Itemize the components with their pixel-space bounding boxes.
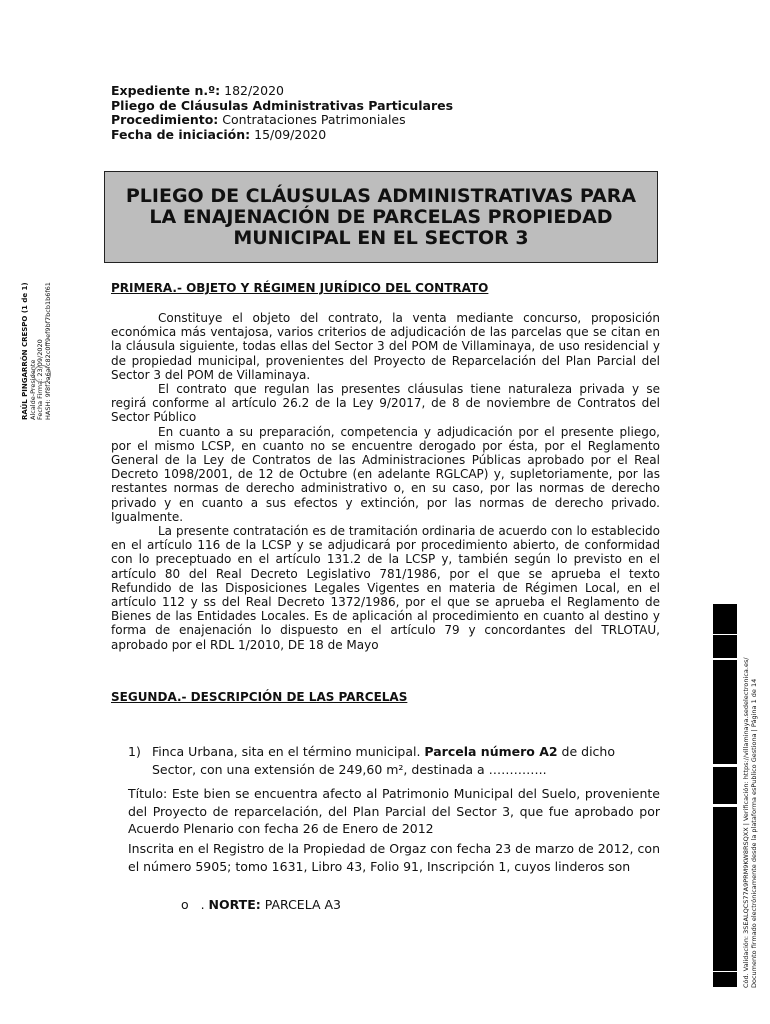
barcode-image <box>713 603 737 987</box>
document-header <box>111 84 453 142</box>
section-primera-body <box>111 311 660 652</box>
document-title: PLIEGO DE CLÁUSULAS ADMINISTRATIVAS PARA LA ENAJENACIÓN DE PARCELAS PROPIEDAD MUNICIPAL EN EL SECTOR 3 <box>125 184 637 249</box>
lindero-bullet <box>181 897 341 912</box>
bullet-mark: o <box>181 897 189 912</box>
procedimiento-label: Procedimiento: <box>111 112 219 127</box>
bullet-value: PARCELA A3 <box>260 897 341 912</box>
pliego-label: Pliego de Cláusulas Administrativas Particulares <box>111 97 454 113</box>
validation-line-1: Cód. Validación: 3SEALQCS77A9PRM9KW8RSQXX | Verificación: https://villaminaya.sedelectronica.es/ <box>742 657 750 988</box>
titulo-paragraph: Título: Este bien se encuentra afecto al Patrimonio Municipal del Suelo, proveniente del Proyecto de reparcelación, del Plan Parcial del Sector 3, que fue aprobado por Acuerdo Plenario con fecha 26 de Enero de 2012 <box>128 786 660 836</box>
validation-line-2: Documento firmado electrónicamente desde la plataforma esPublico Gestiona | Página 1 de 14 <box>750 678 758 988</box>
signer-name: RAÚL PINGARRÓN CRESPO (1 de 1) <box>21 282 29 420</box>
signature-stamp <box>22 180 62 420</box>
inscrita-paragraph: Inscrita en el Registro de la Propiedad de Orgaz con fecha 23 de marzo de 2012, con el número 5905; tomo 1631, Libro 43, Folio 91, Inscripción 1, cuyos linderos son <box>128 841 660 874</box>
expediente-label: Expediente n.º: <box>111 83 221 98</box>
bullet-label: NORTE: <box>208 897 261 912</box>
signer-role: Alcalde-Presidente <box>28 359 37 420</box>
title-box <box>104 171 658 263</box>
item-text-end: de dicho Sector, con una extensión de 249,60 m², destinada a ………….. <box>152 744 615 777</box>
bullet-dot: . <box>200 897 209 912</box>
validation-text <box>742 608 770 988</box>
paragraph: En cuanto a su preparación, competencia y adjudicación por el presente pliego, por el mismo LCSP, en cuanto no se encuentre derogado por ésta, por el Reglamento General de la Ley de Contratos de las Administraciones Públicas aprobado por el Real Decreto 1098/2001, de 12 de Octubre (en adelante RGLCAP) y, supletoriamente, por las restantes normas de derecho administrativo o, en su caso, por las normas de derecho privado y en cuanto a sus efectos y extinción, por las normas de derecho privado. Igualmente. <box>111 424 660 524</box>
item-number: 1) <box>128 744 141 759</box>
parcel-item <box>128 743 660 779</box>
section-primera-heading: PRIMERA.- OBJETO Y RÉGIMEN JURÍDICO DEL CONTRATO <box>111 281 489 295</box>
paragraph: Constituye el objeto del contrato, la venta mediante concurso, proposición económica más ventajosa, varios criterios de adjudicación de las parcelas que se citan en la cláusula siguiente, todas ellas del Sector 3 del POM de Villaminaya, de uso residencial y de propiedad municipal, provenientes del Proyecto de Reparcelación del Plan Parcial del Sector 3 del POM de Villaminaya. <box>111 311 660 382</box>
procedimiento-value: Contrataciones Patrimoniales <box>218 112 406 127</box>
seal-icon <box>33 365 51 383</box>
item-parcel-name: Parcela número A2 <box>424 744 558 759</box>
section-segunda-heading: SEGUNDA.- DESCRIPCIÓN DE LAS PARCELAS <box>111 690 408 704</box>
paragraph: La presente contratación es de tramitación ordinaria de acuerdo con lo establecido en el artículo 116 de la LCSP y se adjudicará por procedimiento abierto, de conformidad con lo preceptuado en el artículo 131.2 de la LCSP y, también según lo previsto en el artículo 80 del Real Decreto Legislativo 781/1986, por el que se aprueba el texto Refundido de las Disposiciones Legales Vigentes en materia de Régimen Local, en el artículo 112 y ss del Real Decreto 1372/1986, por el que se aprueba el Reglamento de Bienes de las Entidades Locales. Es de aplicación al procedimiento en cuanto al destino y forma de enajenación lo dispuesto en el artículo 79 y concordantes del TRLOTAU, aprobado por el RDL 1/2010, DE 18 de Mayo <box>111 524 660 652</box>
signature-hash: HASH: 9f8f2a6afc82c0ff9ef9bf7bcb1b6f61 <box>43 282 52 420</box>
item-text: Finca Urbana, sita en el término municipal. <box>152 744 425 759</box>
fecha-label: Fecha de iniciación: <box>111 126 251 142</box>
fecha-value: 15/09/2020 <box>250 126 327 142</box>
expediente-value: 182/2020 <box>220 83 284 98</box>
paragraph: El contrato que regulan las presentes cláusulas tiene naturaleza privada y se regirá conforme al artículo 26.2 de la Ley 9/2017, de 8 de noviembre de Contratos del Sector Público <box>111 382 660 425</box>
signature-date: Fecha Firma: 23/09/2020 <box>36 339 44 420</box>
